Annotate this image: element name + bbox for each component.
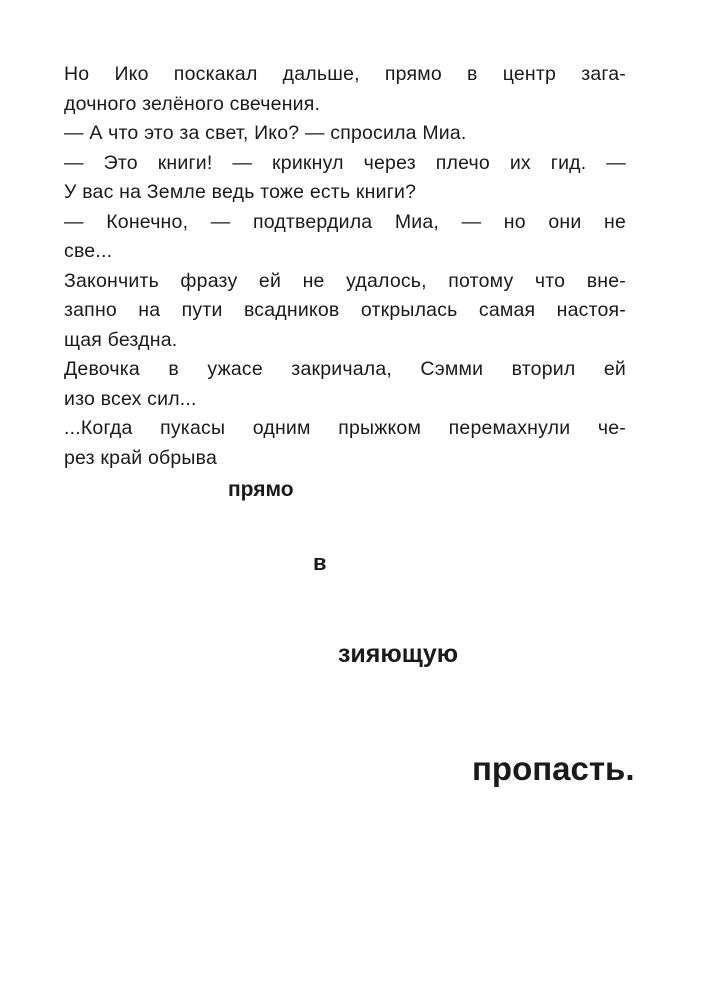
text-line: рез край обрыва — [64, 446, 218, 469]
text-line: ...Когда пукасы одним прыжком перемахнули че- — [64, 417, 626, 439]
text-line: дочного зелёного свечения. — [64, 92, 321, 115]
text-line: Но Ико поскакал дальше, прямо в центр зага- — [64, 63, 626, 85]
paragraph-4 — [64, 208, 626, 267]
staircase-word-4: пропасть. — [472, 750, 635, 787]
text-line: све... — [64, 240, 113, 262]
paragraph-7 — [64, 414, 626, 473]
text-line: Девочка в ужасе закричала, Сэмми вторил ей — [64, 358, 626, 380]
text-line: Закончить фразу ей не удалось, потому что вне- — [64, 269, 626, 292]
text-line: изо всех сил... — [64, 387, 197, 410]
staircase-word-3: зияющую — [338, 640, 459, 668]
paragraph-3 — [64, 149, 626, 208]
paragraph-2 — [64, 119, 626, 149]
text-line: — Это книги! — крикнул через плечо их гид. — — [64, 151, 626, 174]
staircase-word-1: прямо — [228, 478, 294, 501]
story-text — [64, 60, 626, 473]
text-line: щая бездна. — [64, 328, 178, 351]
paragraph-5 — [64, 267, 626, 356]
text-line: У вас на Земле ведь тоже есть книги? — [64, 181, 417, 203]
staircase-word-2: в — [313, 550, 327, 575]
paragraph-6 — [64, 355, 626, 414]
text-line: запно на пути всадников открылась самая настоя- — [64, 299, 626, 321]
text-line: — Конечно, — подтвердила Миа, — но они не — [64, 210, 626, 233]
paragraph-1 — [64, 60, 626, 119]
text-line: — А что это за свет, Ико? — спросила Миа. — [64, 122, 467, 144]
